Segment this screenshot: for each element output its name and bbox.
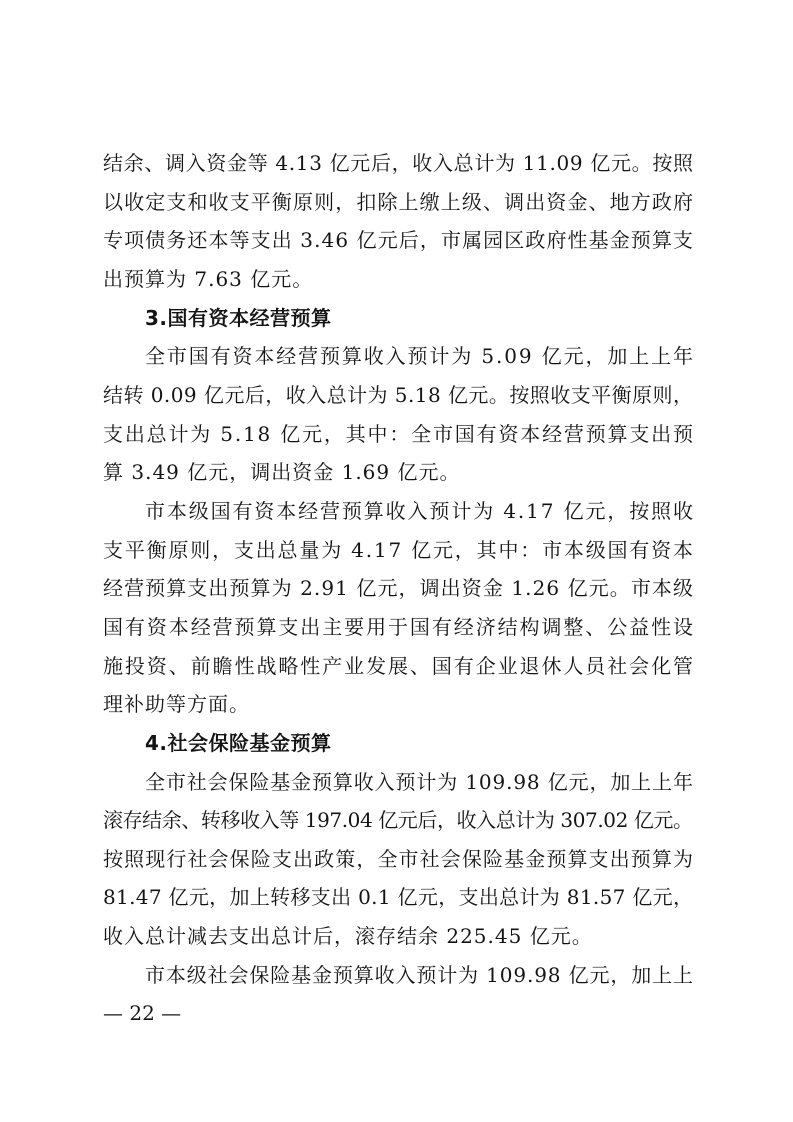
page-number: — 22 — (103, 1001, 182, 1025)
text-line: 按照现行社会保险支出政策，全市社会保险基金预算支出预算为 (103, 846, 695, 871)
text-line: 出预算为 7.63 亿元。 (103, 266, 314, 291)
text-line: 结转 0.09 亿元后，收入总计为 5.18 亿元。按照收支平衡原则， (103, 382, 694, 407)
document-body (103, 144, 693, 994)
paragraph (103, 763, 693, 956)
text-line: 结余、调入资金等 4.13 亿元后，收入总计为 11.09 亿元。按照 (103, 151, 694, 175)
text-line: 滚存结余、转移收入等 197.04 亿元后，收入总计为 307.02 亿元。 (103, 808, 693, 833)
text-line: 81.47 亿元，加上转移支出 0.1 亿元，支出总计为 81.57 亿元， (103, 885, 694, 910)
text-line: 理补助等方面。 (103, 692, 250, 717)
text-line: 国有资本经营预算支出主要用于国有经济结构调整、公益性设 (103, 614, 695, 639)
text-line: 收入总计减去支出总计后，滚存结余 225.45 亿元。 (103, 924, 593, 949)
text-line: 支平衡原则，支出总量为 4.17 亿元，其中：市本级国有资本 (103, 537, 695, 562)
lead-paragraph (103, 144, 693, 299)
text-line: 施投资、前瞻性战略性产业发展、国有企业退休人员社会化管 (103, 653, 695, 678)
text-line: 市本级国有资本经营预算收入预计为 4.17 亿元，按照收 (145, 498, 695, 523)
text-line: 算 3.49 亿元，调出资金 1.69 亿元。 (103, 460, 461, 485)
paragraph (103, 956, 693, 995)
text-line: 专项债务还本等支出 3.46 亿元后，市属园区政府性基金预算支 (103, 228, 695, 253)
text-line: 经营预算支出预算为 2.91 亿元，调出资金 1.26 亿元。市本级 (103, 576, 695, 601)
section-heading: 4.社会保险基金预算 (145, 730, 332, 755)
paragraph (103, 337, 693, 492)
section-heading: 3.国有资本经营预算 (145, 305, 332, 330)
text-line: 市本级社会保险基金预算收入预计为 109.98 亿元，加上上 (145, 962, 694, 987)
text-line: 支出总计为 5.18 亿元，其中：全市国有资本经营预算支出预 (103, 421, 695, 446)
section-state-capital (103, 299, 693, 724)
text-line: 全市社会保险基金预算收入预计为 109.98 亿元，加上上年 (145, 769, 694, 794)
section-social-insurance (103, 724, 693, 995)
text-line: 以收定支和收支平衡原则，扣除上缴上级、调出资金、地方政府 (103, 189, 695, 214)
text-line: 全市国有资本经营预算收入预计为 5.09 亿元，加上上年 (145, 344, 695, 369)
paragraph (103, 492, 693, 724)
